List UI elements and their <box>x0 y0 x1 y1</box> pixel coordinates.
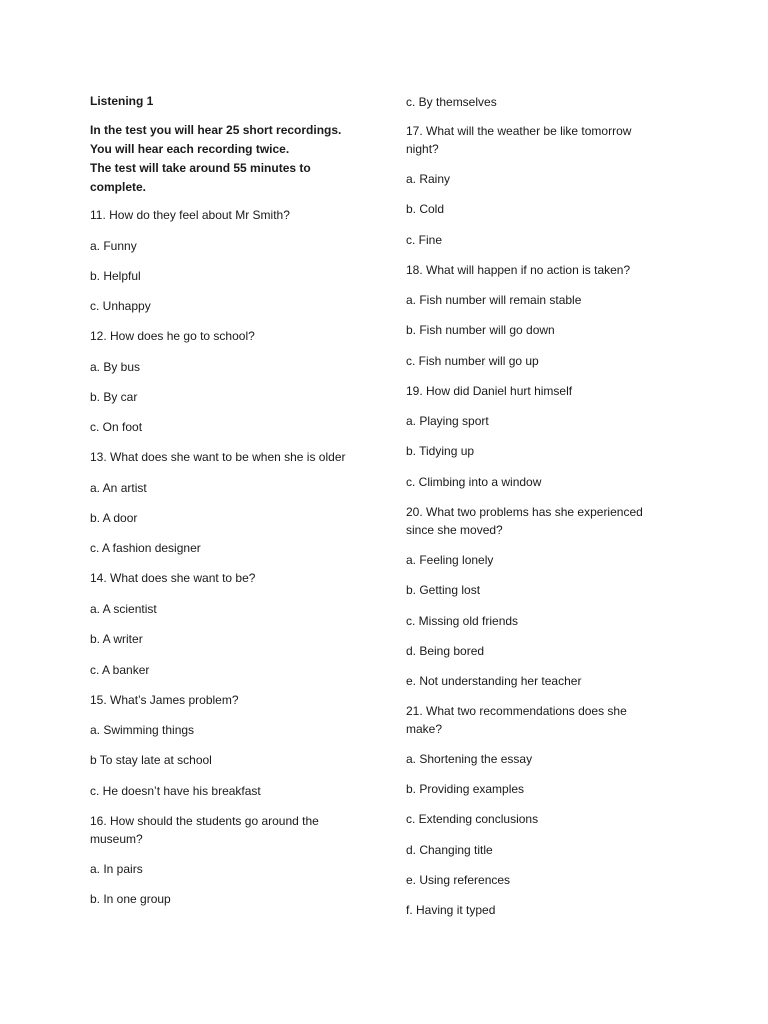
q21-option-a: a. Shortening the essay <box>406 752 533 766</box>
question-12: 12. How does he go to school? <box>90 329 255 343</box>
intro-line-3: The test will take around 55 minutes to <box>90 161 311 175</box>
question-16-line-1: 16. How should the students go around the <box>90 814 319 828</box>
q20-option-b: b. Getting lost <box>406 583 481 597</box>
q18-option-c: c. Fish number will go up <box>406 354 539 368</box>
q20-option-a: a. Feeling lonely <box>406 553 494 567</box>
question-14: 14. What does she want to be? <box>90 571 256 585</box>
q17-option-b: b. Cold <box>406 202 445 216</box>
q12-option-a: a. By bus <box>90 360 141 374</box>
q16-option-c: c. By themselves <box>406 95 497 109</box>
q13-option-c: c. A fashion designer <box>90 541 201 555</box>
q21-option-d: d. Changing title <box>406 843 493 857</box>
question-21-line-2: make? <box>406 722 443 736</box>
question-20-line-2: since she moved? <box>406 523 503 537</box>
question-11: 11. How do they feel about Mr Smith? <box>90 208 290 222</box>
q18-option-b: b. Fish number will go down <box>406 323 555 337</box>
question-20-line-1: 20. What two problems has she experienced <box>406 505 643 519</box>
q16-option-b: b. In one group <box>90 892 171 906</box>
q19-option-a: a. Playing sport <box>406 414 489 428</box>
intro-line-4: complete. <box>90 180 147 194</box>
q16-option-a: a. In pairs <box>90 862 143 876</box>
intro-line-2: You will hear each recording twice. <box>90 142 290 156</box>
q15-option-c: c. He doesn’t have his breakfast <box>90 784 261 798</box>
question-19: 19. How did Daniel hurt himself <box>406 384 573 398</box>
q14-option-a: a. A scientist <box>90 602 157 616</box>
q20-option-c: c. Missing old friends <box>406 614 519 628</box>
q15-option-b: b To stay late at school <box>90 753 212 767</box>
q20-option-e: e. Not understanding her teacher <box>406 674 582 688</box>
q19-option-c: c. Climbing into a window <box>406 475 542 489</box>
q17-option-a: a. Rainy <box>406 172 451 186</box>
q11-option-c: c. Unhappy <box>90 299 151 313</box>
document-title: Listening 1 <box>90 94 154 108</box>
q14-option-b: b. A writer <box>90 632 143 646</box>
q20-option-d: d. Being bored <box>406 644 485 658</box>
q19-option-b: b. Tidying up <box>406 444 475 458</box>
intro-line-1: In the test you will hear 25 short recordings. <box>90 123 342 137</box>
question-13: 13. What does she want to be when she is older <box>90 450 346 464</box>
question-17-line-2: night? <box>406 142 439 156</box>
q11-option-a: a. Funny <box>90 239 137 253</box>
question-16-line-2: museum? <box>90 832 143 846</box>
q17-option-c: c. Fine <box>406 233 443 247</box>
q13-option-a: a. An artist <box>90 481 147 495</box>
q21-option-f: f. Having it typed <box>406 903 496 917</box>
q11-option-b: b. Helpful <box>90 269 141 283</box>
q21-option-c: c. Extending conclusions <box>406 812 539 826</box>
question-17-line-1: 17. What will the weather be like tomorrow <box>406 124 632 138</box>
q15-option-a: a. Swimming things <box>90 723 195 737</box>
q18-option-a: a. Fish number will remain stable <box>406 293 582 307</box>
q14-option-c: c. A banker <box>90 663 150 677</box>
q21-option-e: e. Using references <box>406 873 511 887</box>
question-18: 18. What will happen if no action is taken? <box>406 263 631 277</box>
question-15: 15. What’s James problem? <box>90 693 239 707</box>
q13-option-b: b. A door <box>90 511 138 525</box>
q12-option-c: c. On foot <box>90 420 143 434</box>
q21-option-b: b. Providing examples <box>406 782 525 796</box>
question-21-line-1: 21. What two recommendations does she <box>406 704 627 718</box>
q12-option-b: b. By car <box>90 390 138 404</box>
